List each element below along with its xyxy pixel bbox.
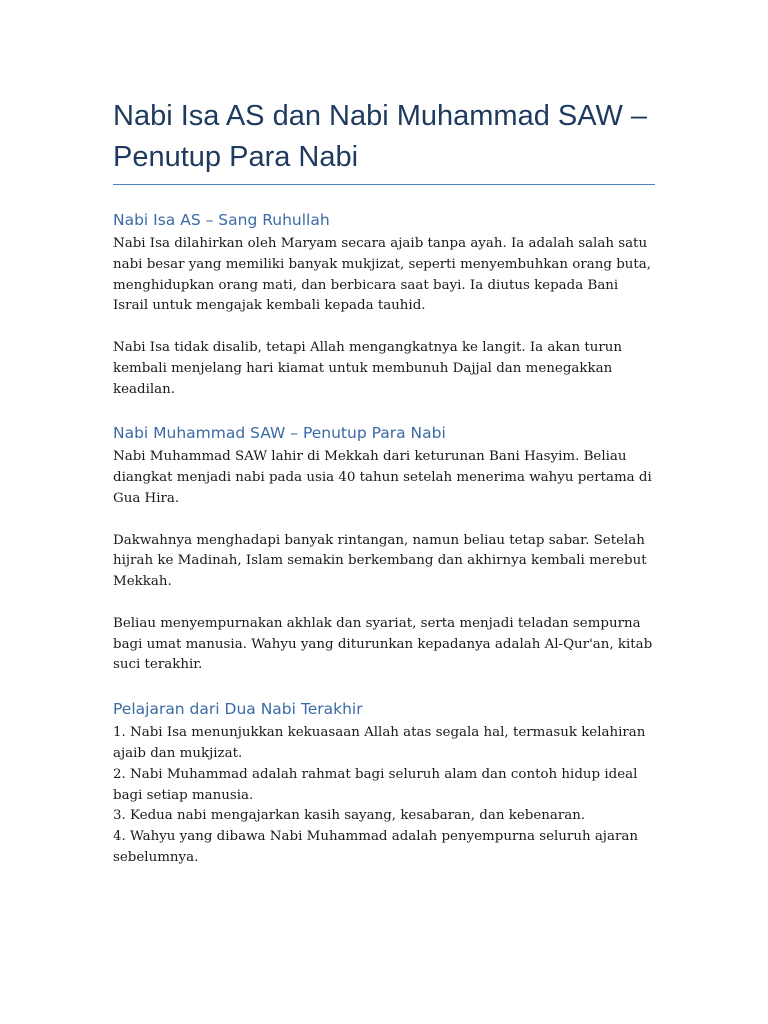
section-nabi-muhammad	[113, 422, 655, 676]
list-item: 1. Nabi Isa menunjukkan kekuasaan Allah atas segala hal, termasuk kelahiran ajaib dan mukjizat.	[113, 725, 646, 761]
section-pelajaran	[113, 698, 655, 869]
document-page	[113, 96, 655, 869]
paragraph: Dakwahnya menghadapi banyak rintangan, namun beliau tetap sabar. Setelah hijrah ke Madinah, Islam semakin berkembang dan akhirnya kembali merebut Mekkah.	[113, 532, 647, 590]
paragraph: Nabi Isa dilahirkan oleh Maryam secara ajaib tanpa ayah. Ia adalah salah satu nabi besar yang memiliki banyak mukjizat, seperti menyembuhkan orang buta, menghidupkan orang mati, dan berbicara saat bayi. Ia diutus kepada Bani Israil untuk mengajak kembali kepada tauhid.	[113, 236, 652, 314]
lessons-list	[113, 723, 655, 869]
section-heading: Nabi Isa AS – Sang Ruhullah	[113, 211, 330, 229]
paragraph: Nabi Isa tidak disalib, tetapi Allah mengangkatnya ke langit. Ia akan turun kembali menjelang hari kiamat untuk membunuh Dajjal dan menegakkan keadilan.	[113, 339, 623, 397]
list-item: 4. Wahyu yang dibawa Nabi Muhammad adalah penyempurna seluruh ajaran sebelumnya.	[113, 829, 638, 865]
paragraph: Beliau menyempurnakan akhlak dan syariat, serta menjadi teladan sempurna bagi umat manusia. Wahyu yang diturunkan kepadanya adalah Al-Qur'an, kitab suci terakhir.	[113, 615, 653, 673]
document-title: Nabi Isa AS dan Nabi Muhammad SAW – Penutup Para Nabi	[113, 96, 655, 185]
list-item: 2. Nabi Muhammad adalah rahmat bagi seluruh alam dan contoh hidup ideal bagi setiap manusia.	[113, 766, 638, 803]
section-heading: Pelajaran dari Dua Nabi Terakhir	[113, 700, 363, 719]
paragraph: Nabi Muhammad SAW lahir di Mekkah dari keturunan Bani Hasyim. Beliau diangkat menjadi nabi pada usia 40 tahun setelah menerima wahyu pertama di Gua Hira.	[113, 449, 652, 506]
list-item: 3. Kedua nabi mengajarkan kasih sayang, kesabaran, dan kebenaran.	[113, 808, 586, 824]
section-nabi-isa	[113, 209, 655, 400]
section-heading: Nabi Muhammad SAW – Penutup Para Nabi	[113, 424, 446, 443]
